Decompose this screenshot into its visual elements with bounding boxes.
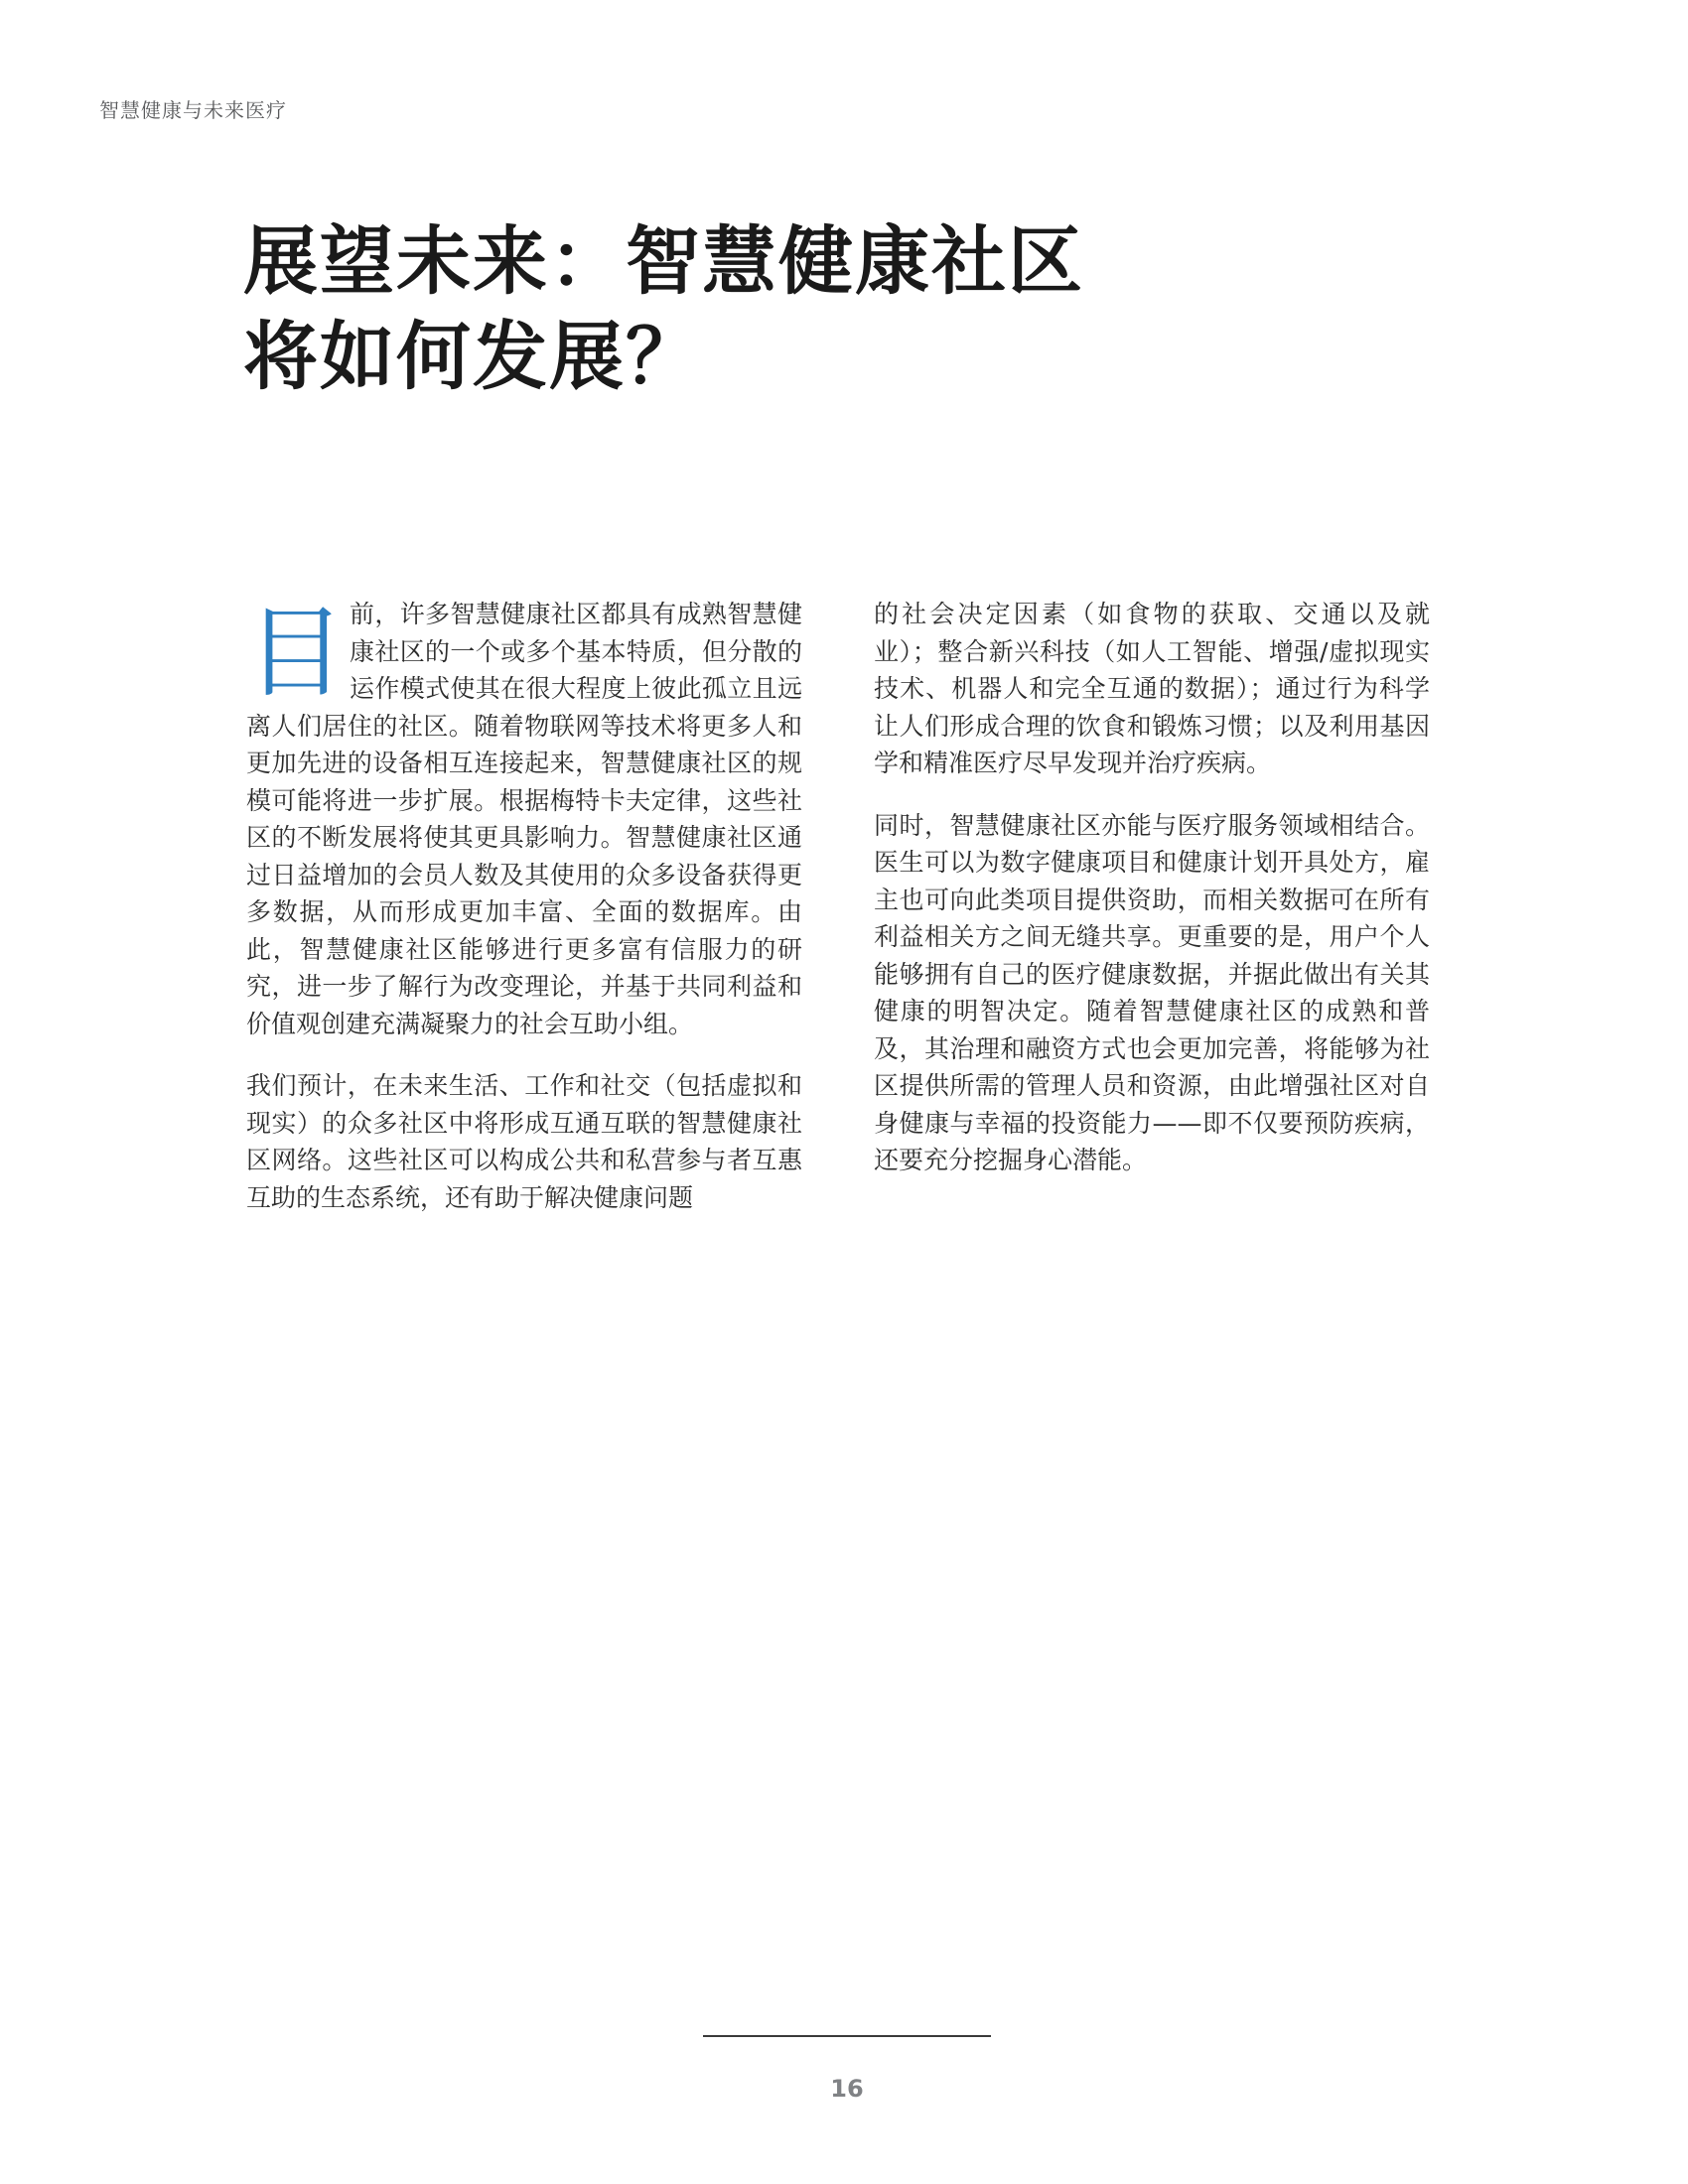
page-number: 16 xyxy=(830,2075,864,2103)
left-paragraph-1-text: 前，许多智慧健康社区都具有成熟智慧健康社区的一个或多个基本特质，但分散的运作模式使其在很大程度上彼此孤立且远离人们居住的社区。随着物联网等技术将更多人和更加先进的设备相互连接起来，智慧健康社区的规模可能将进一步扩展。根据梅特卡夫定律，这些社区的不断发展将使其更具影响力。智慧健康社区通过日益增加的会员人数及其使用的众多设备获得更多数据，从而形成更加丰富、全面的数据库。由此，智慧健康社区能够进行更多富有信服力的研究，进一步了解行为改变理论，并基于共同利益和价值观创建充满凝聚力的社会互助小组。 xyxy=(246,600,802,1038)
drop-cap: 目 xyxy=(246,595,346,711)
running-header: 智慧健康与未来医疗 xyxy=(99,98,287,122)
left-paragraph-1 xyxy=(246,596,802,1042)
left-column xyxy=(246,596,802,1241)
left-paragraph-2: 我们预计，在未来生活、工作和社交（包括虚拟和现实）的众多社区中将形成互通互联的智慧健康社区网络。这些社区可以构成公共和私营参与者互惠互助的生态系统，还有助于解决健康问题 xyxy=(246,1071,802,1212)
footer-divider xyxy=(703,2035,991,2037)
page-title-line-1: 展望未来：智慧健康社区 xyxy=(243,217,1085,305)
right-paragraph-2: 同时，智慧健康社区亦能与医疗服务领域相结合。医生可以为数字健康项目和健康计划开具处方，雇主也可向此类项目提供资助，而相关数据可在所有利益相关方之间无缝共享。更重要的是，用户个人能够拥有自己的医疗健康数据，并据此做出有关其健康的明智决定。随着智慧健康社区的成熟和普及，其治理和融资方式也会更加完善，将能够为社区提供所需的管理人员和资源，由此增强社区对自身健康与幸福的投资能力——即不仅要预防疾病，还要充分挖掘身心潜能。 xyxy=(874,810,1430,1174)
right-column xyxy=(874,596,1430,1204)
right-paragraph-1: 的社会决定因素（如食物的获取、交通以及就业）；整合新兴科技（如人工智能、增强/虚拟现实技术、机器人和完全互通的数据）；通过行为科学让人们形成合理的饮食和锻炼习惯；以及利用基因学和精准医疗尽早发现并治疗疾病。 xyxy=(874,600,1430,777)
page-title-line-2: 将如何发展？ xyxy=(243,313,703,400)
page-title xyxy=(243,213,1385,404)
